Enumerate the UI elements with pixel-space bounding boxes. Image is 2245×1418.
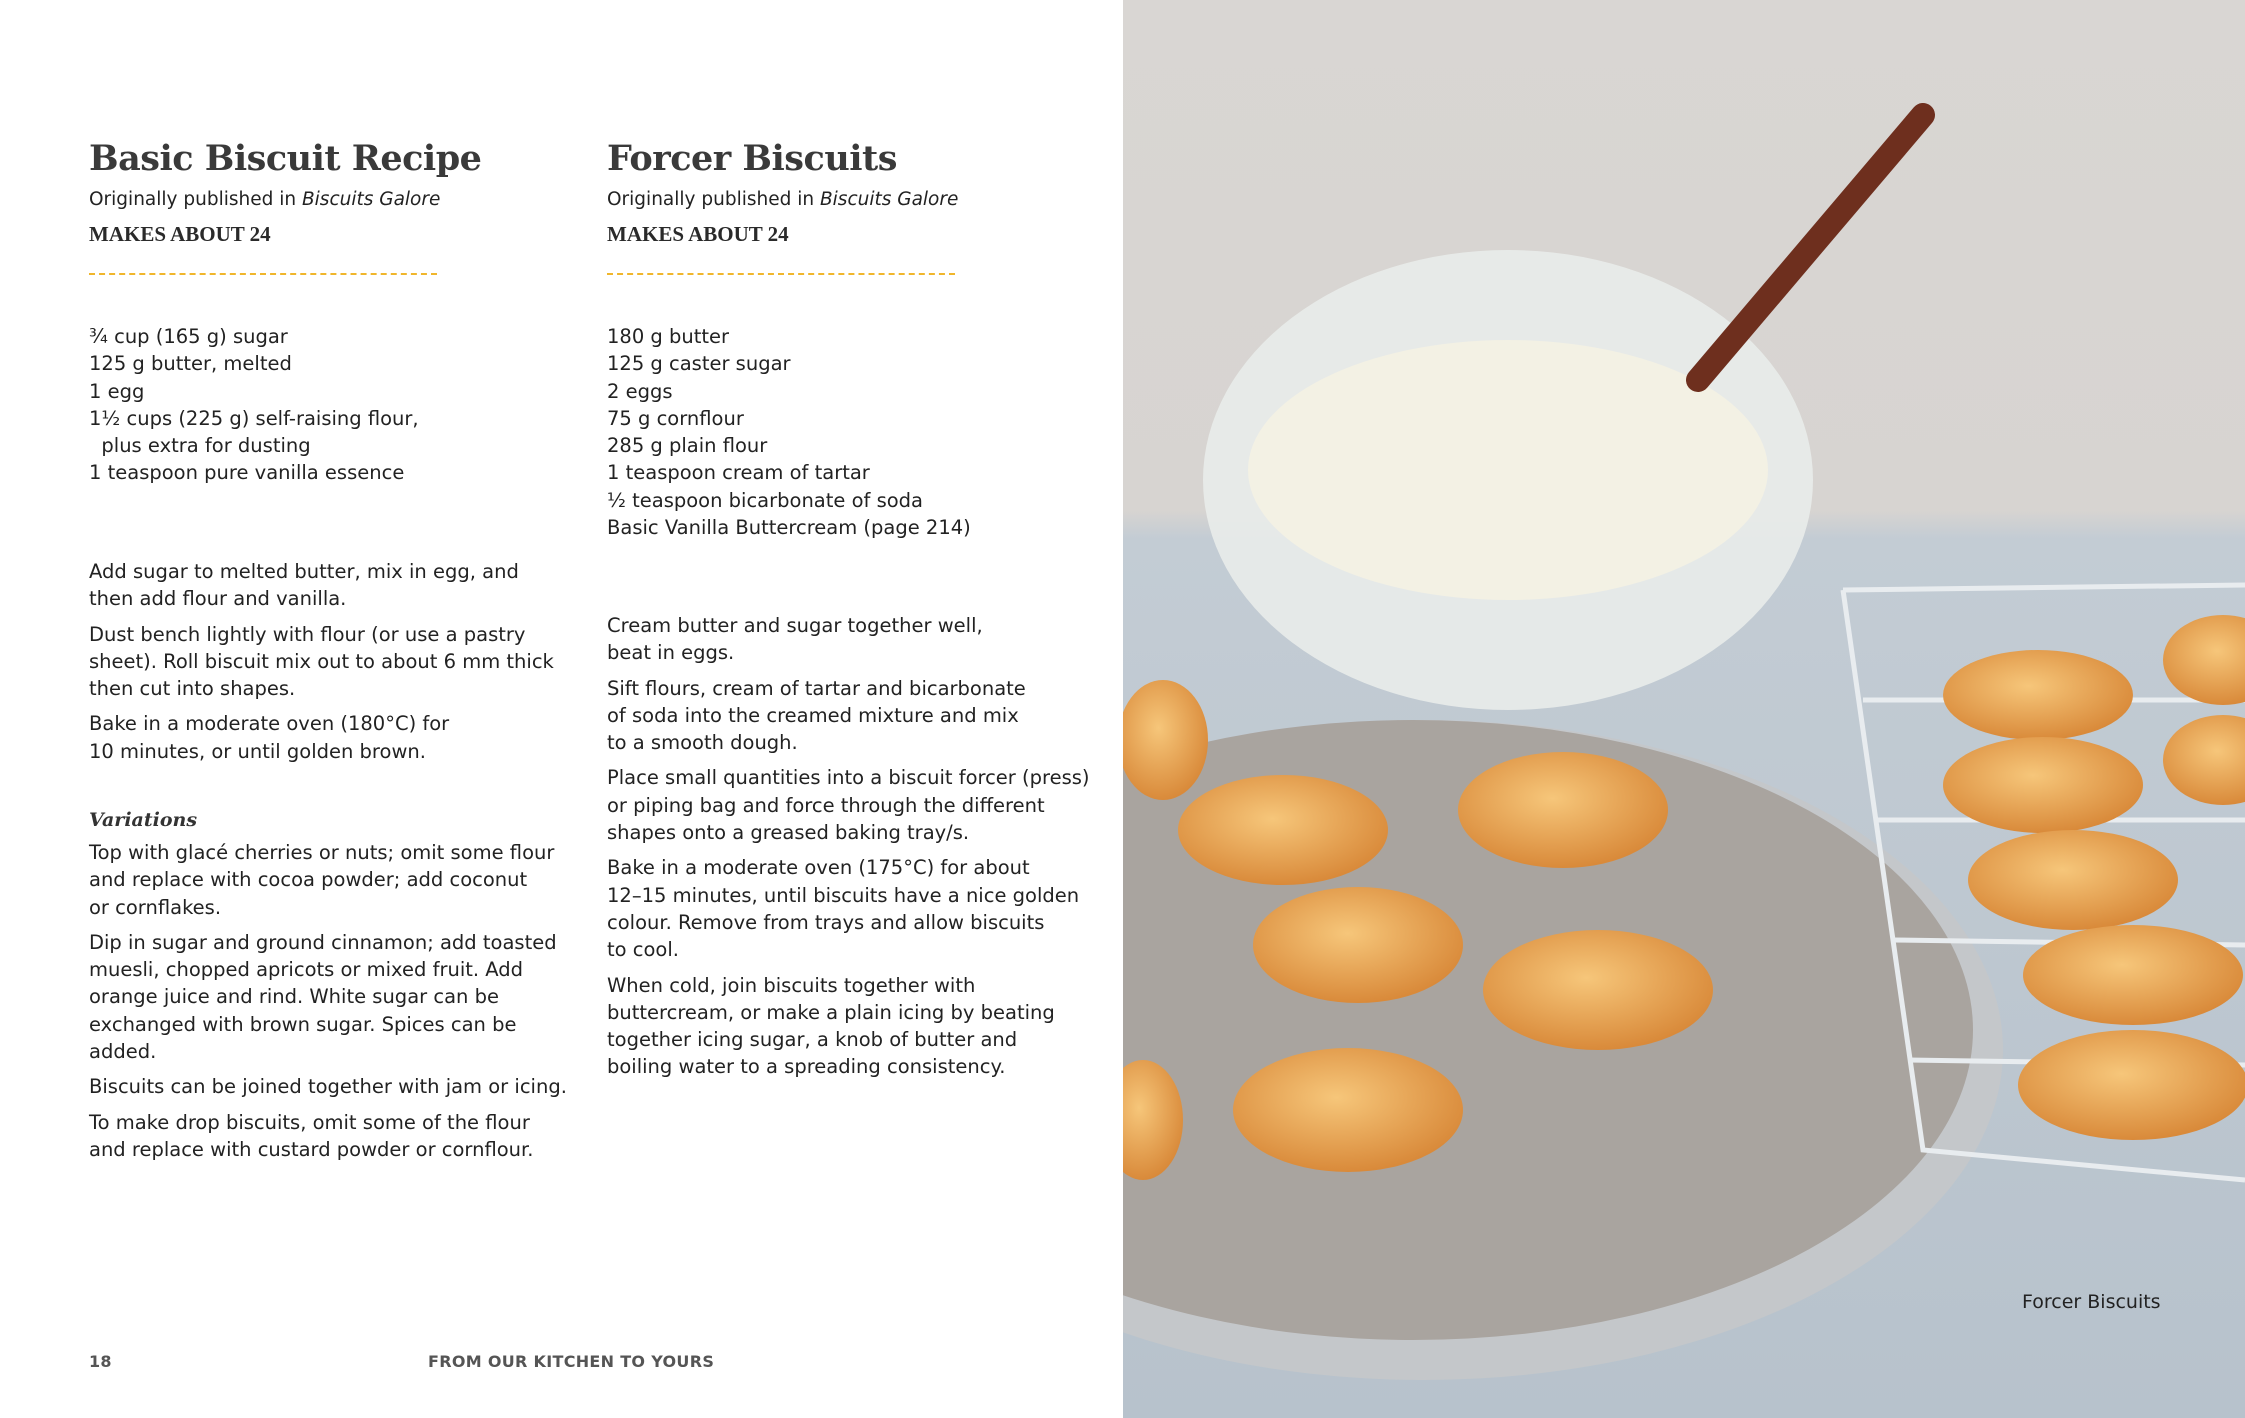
text-line: Dust bench lightly with flour (or use a pastry	[89, 622, 526, 646]
variations-heading: Variations	[89, 809, 198, 831]
ingredient-item: 2 eggs	[607, 379, 673, 403]
ingredient-item: 1 egg	[89, 379, 145, 403]
ingredient-item: 75 g cornflour	[607, 406, 744, 430]
paragraph	[607, 854, 1107, 963]
ingredient-item: 125 g butter, melted	[89, 352, 292, 376]
text-line: or piping bag and force through the different	[607, 793, 1045, 817]
recipe-source	[607, 189, 1077, 210]
text-line: muesli, chopped apricots or mixed fruit. Add	[89, 958, 524, 982]
text-line: then cut into shapes.	[89, 677, 296, 701]
page-number: 18	[89, 1352, 112, 1371]
text-line: to a smooth dough.	[607, 731, 798, 755]
text-line: to cool.	[607, 938, 679, 962]
text-line: When cold, join biscuits together with	[607, 973, 976, 997]
recipe-yield: MAKES ABOUT 24	[607, 222, 789, 246]
ingredient-item: 1 teaspoon pure vanilla essence	[89, 461, 405, 485]
text-line: and replace with cocoa powder; add coconut	[89, 868, 528, 892]
text-line: shapes onto a greased baking tray/s.	[607, 821, 970, 845]
photo-illustration	[1123, 0, 2245, 1418]
text-line: sheet). Roll biscuit mix out to about 6 mm thick	[89, 649, 554, 673]
photo-forcer-biscuits	[1123, 0, 2245, 1418]
text-line: 10 minutes, or until golden brown.	[89, 739, 426, 763]
text-line: Dip in sugar and ground cinnamon; add toasted	[89, 930, 557, 954]
running-title: FROM OUR KITCHEN TO YOURS	[428, 1352, 715, 1371]
text-line: or cornflakes.	[89, 895, 222, 919]
ingredient-item: Basic Vanilla Buttercream (page 214)	[607, 516, 971, 540]
paragraph	[89, 929, 569, 1065]
text-line: together icing sugar, a knob of butter and	[607, 1028, 1018, 1052]
recipe-title: Basic Biscuit Recipe	[89, 138, 482, 179]
variations	[89, 809, 569, 1171]
paragraph	[89, 1073, 569, 1100]
text-line: beat in eggs.	[607, 641, 735, 665]
paragraph	[607, 764, 1107, 846]
dashed-divider	[607, 273, 955, 275]
ingredient-item: 1½ cups (225 g) self-raising flour,	[89, 406, 419, 430]
text-line: added.	[89, 1040, 157, 1064]
source-book: Biscuits Galore	[301, 189, 441, 210]
ingredient-item: ¾ cup (165 g) sugar	[89, 325, 288, 348]
text-line: Place small quantities into a biscuit forcer (press)	[607, 766, 1090, 790]
text-line: Sift flours, cream of tartar and bicarbonate	[607, 676, 1026, 700]
text-line: and replace with custard powder or cornflour.	[89, 1137, 534, 1161]
dashed-divider	[89, 273, 437, 275]
method	[89, 558, 569, 773]
paragraph	[89, 839, 569, 921]
source-book: Biscuits Galore	[819, 189, 959, 210]
ingredients-list	[607, 323, 971, 541]
text-line: orange juice and rind. White sugar can be	[89, 985, 499, 1009]
recipe-basic-biscuit	[89, 138, 559, 275]
paragraph	[89, 710, 569, 765]
text-line: exchanged with brown sugar. Spices can be	[89, 1012, 517, 1036]
text-line: Top with glacé cherries or nuts; omit some flour	[89, 841, 555, 864]
ingredient-item: 125 g caster sugar	[607, 352, 791, 376]
text-line: Bake in a moderate oven (175°C) for about	[607, 856, 1030, 880]
method	[607, 612, 1107, 1089]
paragraph	[607, 972, 1107, 1081]
recipe-title: Forcer Biscuits	[607, 138, 897, 179]
variations-list	[89, 839, 569, 1163]
ingredient-item: 285 g plain flour	[607, 434, 768, 458]
text-line: Biscuits can be joined together with jam or icing.	[89, 1075, 567, 1099]
ingredients-list	[89, 323, 419, 487]
ingredient-item: ½ teaspoon bicarbonate of soda	[607, 488, 923, 512]
paragraph	[89, 621, 569, 703]
text-line: buttercream, or make a plain icing by beating	[607, 1000, 1055, 1024]
ingredient-item: 180 g butter	[607, 325, 730, 348]
paragraph	[607, 612, 1107, 667]
recipe-yield: MAKES ABOUT 24	[89, 222, 271, 246]
text-line: boiling water to a spreading consistency.	[607, 1055, 1006, 1079]
text-line: To make drop biscuits, omit some of the flour	[89, 1110, 530, 1134]
source-prefix: Originally published in	[89, 189, 302, 210]
text-line: Cream butter and sugar together well,	[607, 614, 983, 637]
text-line: colour. Remove from trays and allow biscuits	[607, 910, 1045, 934]
recipe-forcer-biscuits	[607, 138, 1077, 275]
spoon-handle	[1698, 115, 1923, 380]
ingredient-item: plus extra for dusting	[89, 434, 311, 458]
paragraph	[89, 1109, 569, 1164]
source-prefix: Originally published in	[607, 189, 820, 210]
paragraph	[89, 558, 569, 613]
paragraph	[607, 675, 1107, 757]
text-line: of soda into the creamed mixture and mix	[607, 703, 1019, 727]
text-line: Bake in a moderate oven (180°C) for	[89, 712, 450, 736]
text-line: then add flour and vanilla.	[89, 587, 347, 611]
ingredient-item: 1 teaspoon cream of tartar	[607, 461, 870, 485]
text-line: Add sugar to melted butter, mix in egg, and	[89, 560, 519, 583]
text-line: 12–15 minutes, until biscuits have a nice golden	[607, 883, 1080, 907]
recipe-source	[89, 189, 559, 210]
photo-caption: Forcer Biscuits	[2022, 1291, 2161, 1313]
